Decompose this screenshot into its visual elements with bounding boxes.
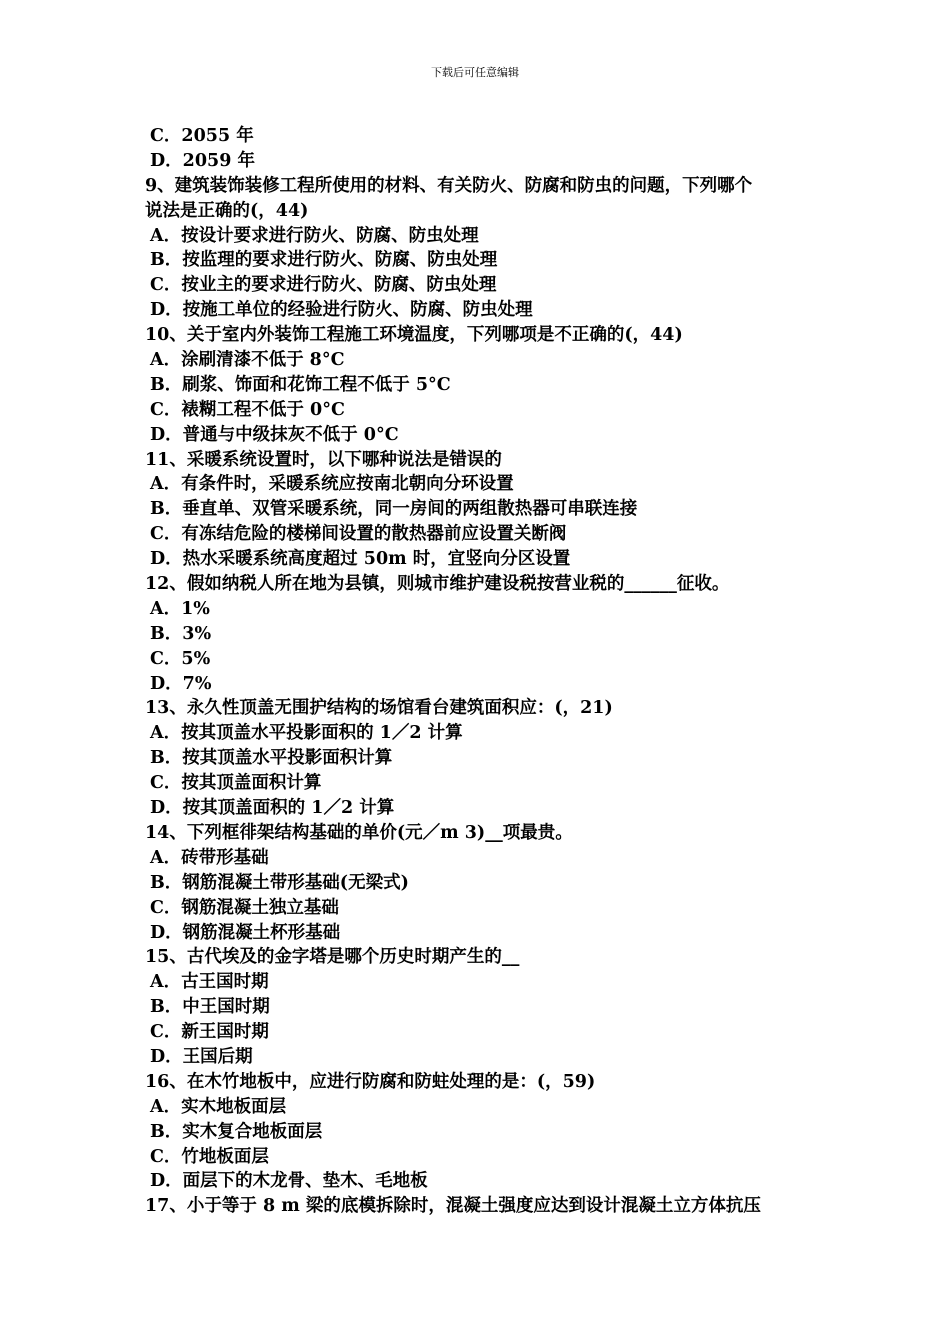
question-line: 10、关于室内外装饰工程施工环境温度，下列哪项是不正确的(，44) bbox=[145, 325, 683, 346]
question-line: 14、下列框徘架结构基础的单价(元／m 3)__项最贵。 bbox=[145, 822, 573, 843]
question-line: 说法是正确的(，44) bbox=[145, 200, 309, 221]
question-line: 13、永久性顶盖无围护结构的场馆看台建筑面积应：(，21) bbox=[145, 698, 613, 719]
page-header: 下载后可任意编辑 bbox=[431, 66, 519, 79]
option-line: A．有条件时，采暖系统应按南北朝向分环设置 bbox=[150, 474, 514, 495]
option-line: D．面层下的木龙骨、垫木、毛地板 bbox=[150, 1171, 428, 1192]
option-line: A．1% bbox=[150, 598, 210, 619]
option-line: C．钢筋混凝土独立基础 bbox=[150, 897, 339, 918]
option-line: B．中王国时期 bbox=[150, 997, 270, 1018]
option-line: C．按业主的要求进行防火、防腐、防虫处理 bbox=[150, 275, 497, 296]
option-line: C．新王国时期 bbox=[150, 1022, 269, 1043]
option-line: C．有冻结危险的楼梯间设置的散热器前应设置关断阀 bbox=[150, 524, 567, 545]
option-line: B．按其顶盖水平投影面积计算 bbox=[150, 748, 393, 769]
option-line: A．按其顶盖水平投影面积的 1／2 计算 bbox=[150, 723, 463, 744]
option-line: A．古王国时期 bbox=[150, 972, 269, 993]
option-line: B．钢筋混凝土带形基础(无梁式) bbox=[150, 872, 409, 893]
question-line: 12、假如纳税人所在地为县镇，则城市维护建设税按营业税的______征收。 bbox=[145, 574, 730, 595]
option-line: D．按其顶盖面积的 1／2 计算 bbox=[150, 798, 395, 819]
option-line: A．实木地板面层 bbox=[150, 1096, 287, 1117]
option-line: D．普通与中级抹灰不低于 0°C bbox=[150, 424, 399, 445]
option-line: D．王国后期 bbox=[150, 1046, 253, 1067]
option-line: B．3% bbox=[150, 623, 212, 644]
document-body bbox=[145, 124, 825, 1219]
option-line: D．7% bbox=[150, 673, 212, 694]
question-line: 17、小于等于 8 m 梁的底模拆除时，混凝土强度应达到设计混凝土立方体抗压 bbox=[145, 1196, 761, 1217]
option-line: C．按其顶盖面积计算 bbox=[150, 773, 322, 794]
option-line: D．2059 年 bbox=[150, 150, 255, 171]
option-line: C．5% bbox=[150, 648, 211, 669]
question-line: 15、古代埃及的金字塔是哪个历史时期产生的__ bbox=[145, 947, 520, 968]
option-line: B．刷浆、饰面和花饰工程不低于 5°C bbox=[150, 374, 451, 395]
option-line: C．2055 年 bbox=[150, 126, 254, 146]
option-line: C．竹地板面层 bbox=[150, 1146, 269, 1167]
option-line: B．垂直单、双管采暖系统，同一房间的两组散热器可串联连接 bbox=[150, 499, 638, 520]
option-line: C．裱糊工程不低于 0°C bbox=[150, 399, 345, 420]
option-line: A．按设计要求进行防火、防腐、防虫处理 bbox=[150, 225, 479, 246]
option-line: D．按施工单位的经验进行防火、防腐、防虫处理 bbox=[150, 300, 533, 321]
question-line: 16、在木竹地板中，应进行防腐和防蛀处理的是：(，59) bbox=[145, 1071, 596, 1092]
option-line: A．涂刷清漆不低于 8°C bbox=[150, 350, 345, 371]
option-line: A．砖带形基础 bbox=[150, 847, 269, 868]
option-line: B．实木复合地板面层 bbox=[150, 1121, 323, 1142]
question-line: 11、采暖系统设置时，以下哪种说法是错误的 bbox=[145, 449, 502, 470]
option-line: D．热水采暖系统高度超过 50m 时，宜竖向分区设置 bbox=[150, 549, 571, 570]
option-line: D．钢筋混凝土杯形基础 bbox=[150, 922, 341, 943]
question-line: 9、建筑装饰装修工程所使用的材料、有关防火、防腐和防虫的问题，下列哪个 bbox=[145, 175, 753, 196]
option-line: B．按监理的要求进行防火、防腐、防虫处理 bbox=[150, 250, 498, 271]
